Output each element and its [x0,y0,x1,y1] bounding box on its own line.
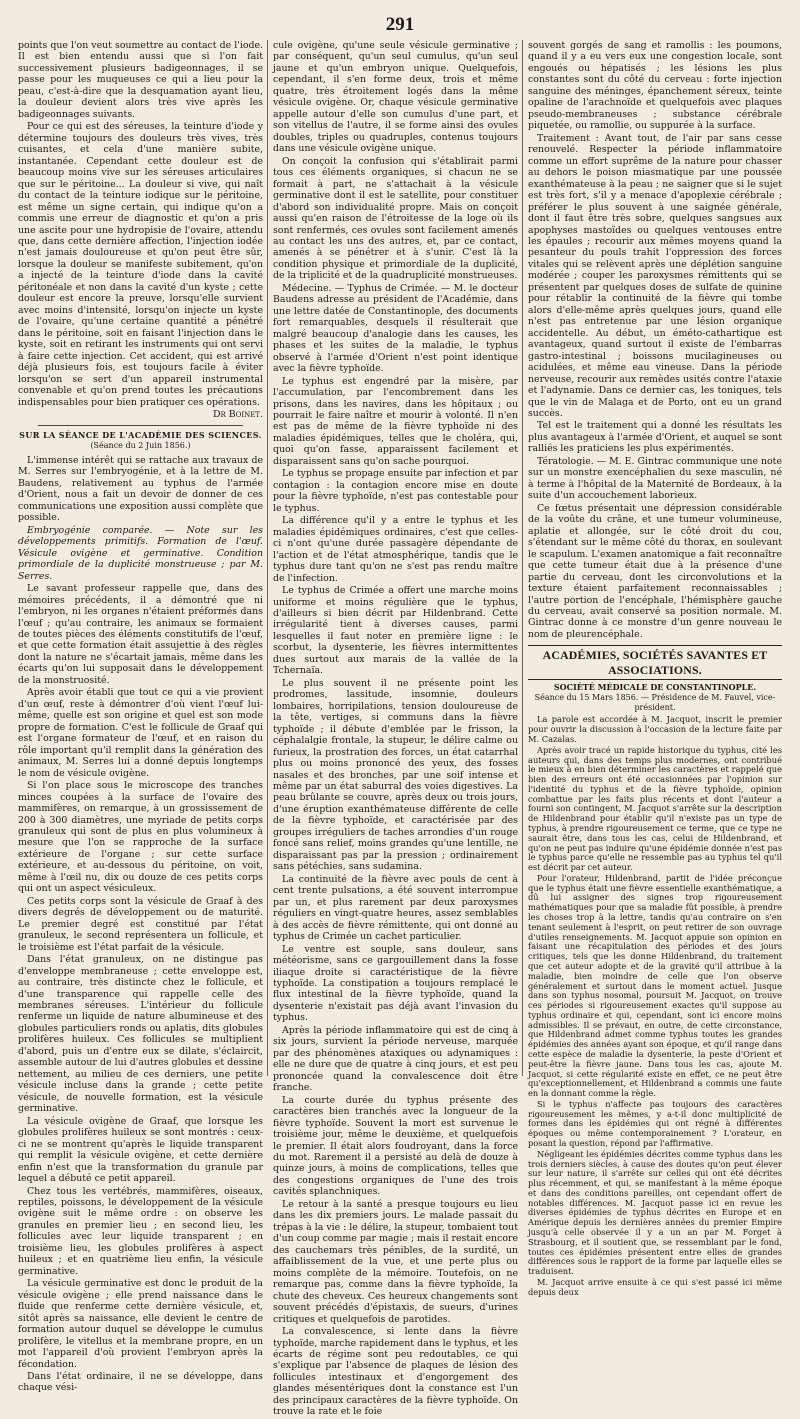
paragraph: Le typhus est engendré par la misère, par l'accumulation, par l'encombrement dans les prisons, dans les navires, dans les hôpitaux ; ou pourrait le faire naître et mourir à volonté. Il n'en est pas de même de la fièvre typhoïde ni des maladies épidémiques, telles que le choléra, qui, quoi qu'on fasse, apparaissent facilement et disparaissent sans qu'on sache pourquoi. [273,375,518,467]
paragraph: La parole est accordée à M. Jacquot, inscrit le premier pour ouvrir la discussion à l'occasion de la lecture faite par M. Cazalas. [528,714,782,744]
paragraph: Après avoir établi que tout ce qui a vie provient d'un œuf, reste à démontrer d'où vient l'œuf lui-même, quelle est son origine et quel est son mode propre de formation. C'est le follicule de Graaf qui est l'organe formateur de l'œuf, et en raison du rôle important qu'il remplit dans la génération des animaux, M. Serres lui a donné depuis longtemps le nom de vésicule ovigène. [18,687,263,779]
paragraph: Ce fœtus présentait une dépression considérable de la voûte du crâne, et une tumeur volumineuse, aplatie et allongée, sur le côté droit du cou, s'étendant sur le même côté du thorax, en soulevant le scapulum. L'examen anatomique a fait reconnaître que cette tumeur était due à la présence d'une partie du cerveau, dont les circonvolutions et la texture étaient parfaitement reconnaissables ; l'autre portion de l'encéphale, l'hémisphère gauche du cerveau, avait conservé sa position normale. M. Gintrac donne à ce monstre d'un genre nouveau le nom de pleurencéphale. [528,502,782,640]
author-signature: Dr Boinet. [212,409,263,420]
section-title: SUR LA SÉANCE DE L'ACADÉMIE DES SCIENCES. [19,430,262,441]
society-title: SOCIÉTÉ MÉDICALE DE CONSTANTINOPLE. [553,682,757,693]
paragraph: Le typhus se propage ensuite par infection et par contagion : la contagion encore mise en doute pour la fièvre typhoïde, n'est pas contestable pour le typhus. [273,468,518,514]
society-report [528,715,782,1297]
paragraph: La courte durée du typhus présente des caractères bien tranchés avec la longueur de la fièvre typhoïde. Souvent la mort est survenue le troisième jour, même le deuxième, et quelquefois le premier. Il était alors foudroyant, dans la force du mot. Rarement il a persisté au delà de douze à quinze jours, à moins de complications, telles que des congestions organiques de l'une des trois cavités splanchniques. [273,1094,518,1198]
paragraph: On conçoit la confusion qui s'établirait parmi tous ces éléments organiques, si chacun ne se formait à part, ne s'attachait à la vésicule germinative dont il est le satellite, pour constituer d'abord son individualité propre. Mais on conçoit aussi qu'en raison de l'étroitesse de la loge où ils sont renfermés, ces ovules sont facilement amenés au contact les uns des autres, et, par ce contact, amenés à se pénétrer et à s'unir. C'est là la condition physique et primordiale de la duplicité, de la triplicité et de la quadruplicité monstrueuses. [273,155,518,282]
paragraph: Dans l'état ordinaire, il ne se développe, dans chaque vési- [18,1371,263,1394]
paragraph: L'immense intérêt qui se rattache aux travaux de M. Serres sur l'embryogénie, et à la lettre de M. Baudens, relativement au typhus de l'armée d'Orient, nous a fait un devoir de donner de ces communications une exposition aussi complète que possible. [18,454,263,524]
paragraph: Après avoir tracé un rapide historique du typhus, cité les auteurs qui, dans des temps plus modernes, ont contribué le mieux à en bien déterminer les caractères et rappelé que bien des erreurs ont été occasionnées par l'opinion sur l'identité du typhus et de la fièvre typhoïde, opinion combattue par les faits plus récents et dont l'auteur a fourni son contingent, M. Jacquot s'arrête sur la description de Hildenbrand pour établir qu'il n'existe pas un type de typhus, à prendre rigoureusement ce terme, que ce type ne saurait être, dans tous les cas, celui de Hildenbrand, et qu'on ne peut pas induire qu'une épidémie donnée n'est pas le typhus parce qu'elle ne ressemble pas au typhus tel qu'il est décrit par cet auteur. [528,744,782,873]
section-date: (Séance du 2 Juin 1856.) [90,441,191,451]
paragraph: Le savant professeur rappelle que, dans des mémoires précédents, il a démontré que ni l'embryon, ni les organes n'étaient préformés dans l'œuf ; qu'au contraire, les animaux se formaient de toutes pièces des éléments constitutifs de l'œuf, et que cette formation était assujettie à des règles dont la nature ne s'écartait jamais, même dans les écarts qu'on lui supposait dans le développement de la monstruosité. [18,583,263,686]
paragraph: Pour ce qui est des séreuses, la teinture d'iode y détermine toujours des douleurs très vives, très cuisantes, et cela d'une manière subite, instantanée. Cependant cette douleur est de beaucoup moins vive sur les séreuses articulaires que sur le péritoine... La douleur si vive, qui naît du contact de la teinture iodique sur le péritoine, est même un signe certain, qui indique qu'on a commis une erreur de diagnostic et qu'on a pris une ascite pour une hydropisie de l'ovaire, attendu que, dans cette dernière affection, l'injection iodée n'est jamais douloureuse et qu'on peut être sûr, lorsque la douleur se manifeste subitement, qu'on a injecté de la teinture d'iode dans la cavité péritonéale et non dans la cavité d'un kyste ; cette douleur est encore la preuve, lorsqu'elle survient avec moins d'intensité, lorsqu'on injecte un kyste de l'ovaire, qu'une certaine quantité a pénétré dans le péritoine, soit en faisant l'injection dans le kyste, soit en retirant les instruments qui ont servi à faire cette injection. Cet accident, qui est arrivé déjà plusieurs fois, est toujours facile à éviter lorsqu'on se sert d'un appareil instrumental convenable et qu'on prend toutes les précautions indispensables pour bien pratiquer ces opérations. [18,121,263,408]
paragraph: Tératologie. — M. E. Gintrac communique une note sur un monstre exencéphalien du sexe masculin, né à terme à l'hôpital de la Maternité de Bordeaux, à la suite d'un accouchement laborieux. [528,455,782,502]
column-2 [273,40,518,1419]
paragraph: La convalescence, si lente dans la fièvre typhoïde, marche rapidement dans le typhus, et les écarts de régime sont peu redoutables, ce qui s'explique par l'absence de plaques de lésion des follicules intestinaux et d'engorgement des glandes mésentériques dont la constance est l'un des principaux caractères de la fièvre typhoïde. On trouve la rate et le foie [273,1326,518,1418]
paragraph: Si l'on place sous le microscope des tranches minces coupées à la surface de l'ovaire des mammifères, on remarque, à un grossissement de 200 à 300 diamètres, une myriade de petits corps granuleux qui sont de plus en plus volumineux à mesure que l'on se rapproche de la surface extérieure de l'organe ; sur cette surface extérieure, et au-dessous du péritoine, on voit, même à l'œil nu, dix ou douze de ces petits corps qui ont un aspect vésiculeux. [18,780,263,895]
paragraph: cule ovigène, qu'une seule vésicule germinative ; par conséquent, qu'un seul cumulus, qu'un seul jaune et qu'un embryon unique. Quelquefois, cependant, il s'en forme deux, trois et même quatre, très étroitement logés dans la même vésicule ovigène. Or, chaque vésicule germinative appelle autour d'elle son cumulus d'une part, et son vitellus de l'autre, il se forme ainsi des ovules doubles, triples ou quadruples, contenus toujours dans une vésicule ovigène unique. [273,40,518,155]
paragraph: Le typhus de Crimée a offert une marche moins uniforme et moins régulière que le typhus, d'ailleurs si bien décrit par Hildenbrand. Cette irrégularité tient à diverses causes, parmi lesquelles il faut noter en première ligne : le scorbut, la dysenterie, les fièvres intermittentes dues surtout aux marais de la vallée de la Tchernaïa. [273,585,518,677]
paragraph: M. Jacquot arrive ensuite à ce qui s'est passé ici même depuis deux [528,1276,782,1297]
paragraph: Le retour à la santé a presque toujours eu lieu dans les dix premiers jours. Le malade passait du trépas à la vie : le délire, la stupeur, tombaient tout d'un coup comme par magie ; mais il restait encore des cauchemars très pénibles, de la surdité, un affaiblissement de la vue, et une perte plus ou moins complète de la mémoire. Toutefois, on ne remarque pas, comme dans la fièvre typhoïde, la chute des cheveux. Ces heureux changements sont souvent précédés d'épistaxis, de sueurs, d'urines critiques et quelquefois de parotides. [273,1198,518,1325]
paragraph: La différence qu'il y a entre le typhus et les maladies épidémiques ordinaires, c'est que celles-ci n'ont qu'une durée passagère dépendante de l'action et de l'état atmosphérique, tandis que le typhus dure tant qu'on ne s'est pas rendu maître de l'infection. [273,515,518,584]
paragraph: points que l'on veut soumettre au contact de l'iode. Il est bien entendu aussi que si l'on fait successivement plusieurs badigeonnages, il se passe pour les muqueuses ce qui a lieu pour la peau, c'est-à-dire que la desquamation ayant lieu, la douleur devient alors très vive après les badigeonnages suivants. [18,40,263,120]
column-3 [528,40,782,1299]
paragraph: Pour l'orateur, Hildenbrand, partit de l'idée préconçue que le typhus était une fièvre essentielle exanthématique, a dû lui assigner des signes trop rigoureusement mathématiques pour que sa maladie fût possible, à prendre les choses trop à la lettre, tandis qu'au contraire on s'en tenant seulement à l'esprit, on peut retirer de son ouvrage d'utiles renseignements. M. Jacquot appuie son opinion en faisant une récapitulation des périodes et des jours critiques, tels que les donne Hildenbrand, du traitement que cet auteur adopte et de la gravité qu'il attribue à la maladie, bien moindre de celle que l'on observe généralement et surtout dans le moment actuel. Jusque dans son typhus nosomal, poursuit M. Jacquot, on trouve ces périodes si rigoureusement exactes qu'il suppose au typhus ordinaire et qui, cependant, sont ici encore moins admissibles. Il se prévaut, en outre, de cette circonstance, que Hildenbrand admet comme typhus toutes les grandes épidémies des années ayant son époque, et qu'il range dans cette espèce de maladie la dysenterie, la peste d'Orient et peut-être la fièvre jaune. Dans tous les cas, ajoute M. Jacquot, si cette régularité existe en effet, ce ne peut être qu'exceptionnellement, et Hildenbrand a commis une faute en la donnant comme la règle. [528,872,782,1099]
paragraph: souvent gorgés de sang et ramollis : les poumons, quand il y a eu vers eux une congestion locale, sont engoués ou hépatisés ; les lésions les plus constantes sont du côté du cerveau : forte injection sanguine des méninges, épanchement séreux, teinte opaline de l'arachnoïde et quelquefois avec plaques pseudo-membraneuses ; substance cérébrale piquetée, ou ramollie, ou suppurée à la surface. [528,40,782,132]
paragraph: Chez tous les vertébrés, mammifères, oiseaux, reptiles, poissons, le développement de la vésicule ovigène suit le même ordre : on observe les granules en premier lieu ; en second lieu, les follicules avec leur liquide transparent ; en troisième lieu, les globules prolifères à aspect huileux ; et en quatrième lieu enfin, la vésicule germinative. [18,1185,263,1277]
page-number: 291 [385,14,415,35]
paragraph: Le ventre est souple, sans douleur, sans météorisme, sans ce gargouillement dans la fosse iliaque droite si caractéristique de la fièvre typhoïde. La constipation a toujours remplacé le flux intestinal de la fièvre typhoïde, quand la dysenterie n'existait pas déjà avant l'invasion du typhus. [273,943,518,1024]
section-separator [38,425,243,426]
paragraph: Tel est le traitement qui a donné les résultats les plus avantageux à l'armée d'Orient, et auquel se sont ralliés les praticiens les plus expérimentés. [528,420,782,455]
column-divider [267,40,268,1076]
paragraph: Si le typhus n'affecte pas toujours des caractères rigoureusement les mêmes, y a-t-il donc multiplicité de formes dans les épidémies qui ont régné à différentes époques ou même contemporainement ? L'orateur, en posant la question, répond par l'affirmative. [528,1098,782,1148]
paragraph: Traitement : Avant tout, de l'air par sans cesse renouvelé. Respecter la période inflammatoire comme un effort suprême de la nature pour chasser au dehors le poison miasmatique par une poussée exanthémateuse à la peau ; ne saigner que si le sujet est très fort, s'il y a menace d'apoplexie cérébrale ; préférer le plus souvent à une saignée générale, dont il faut être très sobre, quelques sangsues aux apophyses mastoïdes ou quelques ventouses entre les épaules ; recourir aux mêmes moyens quand la pesanteur du pouls trahit l'oppression des forces vitales qui se relèvent après une déplétion sanguine modérée ; couper les paroxysmes rémittents qui se présentent par quelques doses de sulfate de quinine pour rétablir la continuité de la fièvre qui tombe alors d'elle-même après quelques jours, quand elle n'est pas entretenue par une lésion organique accidentelle. Au début, un éméto-cathartique est avantageux, quand surtout il existe de l'embarras gastro-intestinal ; boissons mucilagineuses ou acidulées, et même eau vineuse. Dans la période nerveuse, recourir aux remèdes usités contre l'ataxie et l'adynamie. Dans ce dernier cas, les toniques, tels que le vin de Malaga et de Porto, ont eu un grand succès. [528,132,782,419]
paragraph: Le plus souvent il ne présente point les prodromes, lassitude, insomnie, douleurs lombaires, horripilations, tension douloureuse de la tête, vertiges, si communs dans la fièvre typhoïde ; il débute d'emblée par le frisson, la céphalalgie frontale, la stupeur, le délire calme ou furieux, la prostration des forces, un état catarrhal plus ou moins prononcé des yeux, des fosses nasales et des bronches, par une soif intense et même par un état saburral des voies digestives. La peau brûlante se couvre, après deux ou trois jours, d'une éruption exanthémateuse différente de celle de la fièvre typhoïde, et caractérisée par des groupes irréguliers de taches arrondies d'un rouge foncé sans relief, moins grandes qu'une lentille, ne disparaissant pas par la pression ; ordinairement sans pétéchies, sans sudamina. [273,677,518,873]
column-1 [18,40,263,1395]
society-session-date: Séance du 15 Mars 1856. — Présidence de M. Fauvel, vice-président. [534,692,776,712]
column-divider [522,40,523,1076]
paragraph: La vésicule ovigène de Graaf, que lorsque les globules prolifères huileux se sont montrés : ceux-ci ne se montrent qu'après le liquide transparent qui remplit la vésicule ovigène, et cette dernière enfin n'est que la transformation du granule par lequel a débuté ce petit appareil. [18,1115,263,1185]
paragraph: Négligeant les épidémies décrites comme typhus dans les trois derniers siècles, à cause des doutes qu'on peut élever sur leur nature, il s'arrête sur celles qui ont été décrites plus récemment, et qui, se manifestant à la même époque et dans des conditions pareilles, ont cependant offert de notables différences. M. Jacquot passe ici en revue les diverses épidémies de typhus décrites en Europe et en Amérique depuis les dernières années du premier Empire jusqu'à celle observée il y a un an par M. Forget à Strasbourg, et il soutient que, se ressemblant par le fond, toutes ces épidémies présentent entre elles de grandes différences sous le rapport de la forme par laquelle elles se traduisent. [528,1148,782,1277]
paragraph: La continuité de la fièvre avec pouls de cent à cent trente pulsations, a été souvent interrompue par un, et plus rarement par deux paroxysmes réguliers en vingt-quatre heures, assez semblables à des accès de fièvre rémittente, qui ont donné au typhus de Crimée un cachet particulier. [273,873,518,943]
paragraph: Embryogénie comparée. — Note sur les développements primitifs. Formation de l'œuf. Vésicule ovigène et germinative. Condition primordiale de la duplicité monstrueuse ; par M. Serres. [18,524,263,582]
paragraph: Médecine. — Typhus de Crimée. — M. le docteur Baudens adresse au président de l'Académie, dans une lettre datée de Constantinople, des documents fort remarquables, desquels il résulterait que malgré beaucoup d'analogie dans les causes, les phases et les suites de la maladie, le typhus observé à l'armée d'Orient n'est point identique avec la fièvre typhoïde. [273,282,518,375]
paragraph: Ces petits corps sont la vésicule de Graaf à des divers degrés de développement ou de maturité. Le premier degré est constitué par l'état granuleux, le second représentera un follicule, et le troisième est l'état parfait de la vésicule. [18,895,263,953]
section-heading: ACADÉMIES, SOCIÉTÉS SAVANTES ET ASSOCIATIONS. [528,645,782,680]
paragraph: Après la période inflammatoire qui est de cinq à six jours, survient la période nerveuse, marquée par des phénomènes ataxiques ou adynamiques : elle ne dure que de quatre à cinq jours, et est peu prononcée quand la convalescence doit être franche. [273,1024,518,1094]
paragraph: La vésicule germinative est donc le produit de la vésicule ovigène ; elle prend naissance dans le fluide que renferme cette dernière vésicule, et, sitôt après sa naissance, elle devient le centre de formation autour duquel se développe le cumulus prolifère, le vitellus et la membrane propre, en un mot l'appareil d'où provient l'embryon après la fécondation. [18,1278,263,1370]
paragraph: Dans l'état granuleux, on ne distingue pas d'enveloppe membraneuse ; cette enveloppe est, au contraire, très distincte chez le follicule, et d'une transparence qui rappelle celle des membranes séreuses. L'intérieur du follicule renferme un liquide de nature albumineuse et des globules particuliers ronds ou aplatis, dits globules prolifères huileux. Ces follicules se multiplient d'abord, puis un d'entre eux se dilate, s'éclaircit, assemble autour de lui d'autres globules et dessine nettement, au milieu de ces derniers, une petite vésicule incluse dans la grande ; cette petite vésicule, de nouvelle formation, est la vésicule germinative. [18,954,263,1115]
